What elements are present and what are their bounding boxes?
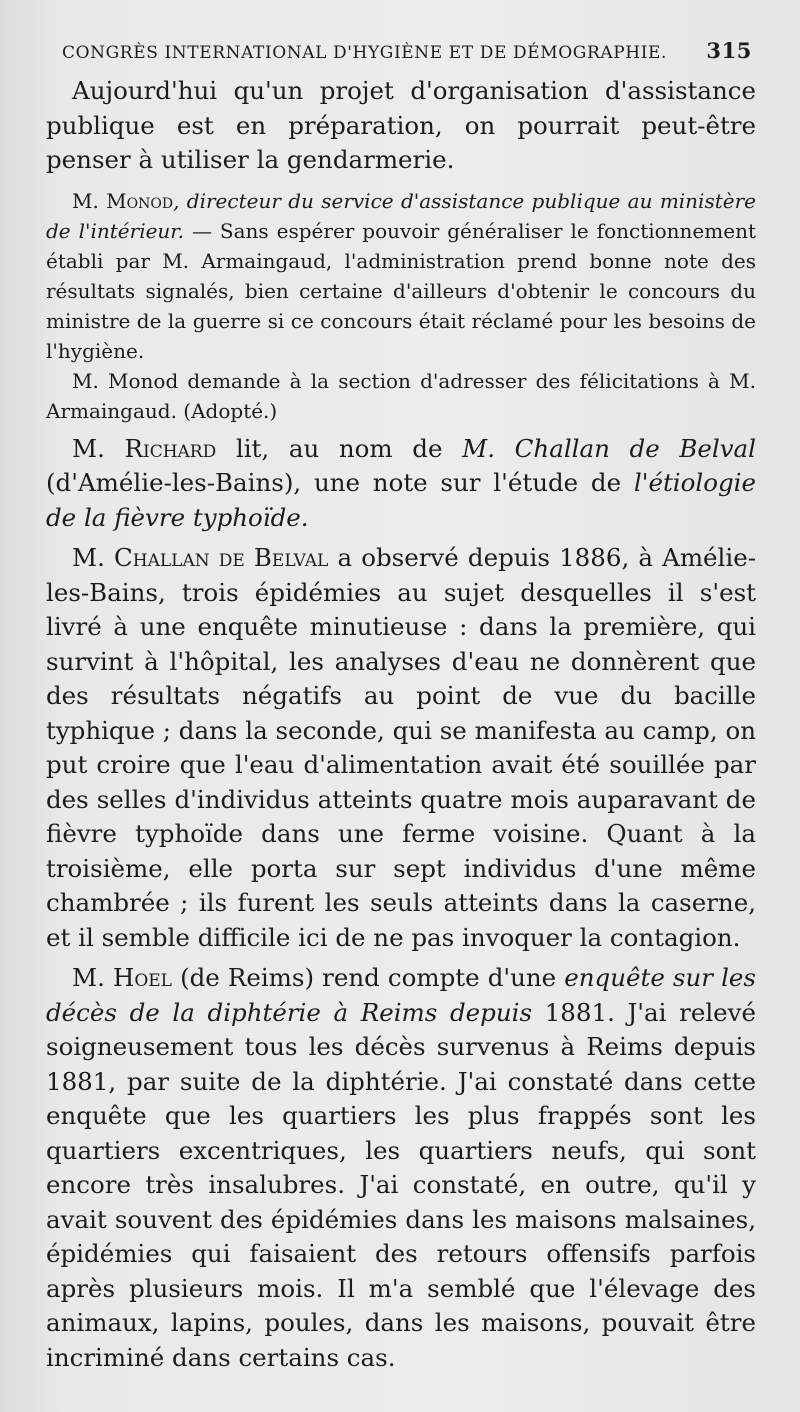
speaker-name: Hoel <box>112 963 172 992</box>
paragraph-hoel-diphtheria: M. Hoel (de Reims) rend compte d'une enquête sur les décès de la diphtérie à Reims depuis 1881. J'ai relevé soigneusement tous les décès survenus à Reims depuis 1881, par suite de la diphtérie. J'ai constaté dans cette enquête que les quartiers les plus frappés sont les quartiers excentriques, les quartiers neufs, qui sont encore très insalubres. J'ai constaté, en outre, qu'il y avait souvent des épidémies dans les maisons malsaines, épidémies qui faisaient des retours offensifs parfois après plusieurs mois. Il m'a semblé que l'élevage des animaux, lapins, poules, dans les maisons, pouvait être incriminé dans certains cas. <box>46 963 757 1372</box>
body-text <box>46 74 756 1375</box>
running-header <box>62 38 752 63</box>
paragraph-challan-epidemics: M. Challan de Belval a observé depuis 1886, à Amélie-les-Bains, trois épidémies au sujet desquelles il s'est livré à une enquête minutieuse : dans la première, qui survint à l'hôpital, les analyses d'eau ne donnèrent que des résultats négatifs au point de vue du bacille typhique ; dans la seconde, qui se manifesta au camp, on put croire que l'eau d'alimentation avait été souillée par des selles d'individus atteints quatre mois auparavant de fièvre typhoïde dans une ferme voisine. Quant à la troisième, elle porta sur sept individus d'une même chambrée ; ils furent les seuls atteints dans la caserne, et il semble difficile ici de ne pas invoquer la contagion. <box>46 543 757 952</box>
page-number: 315 <box>706 38 752 63</box>
paragraph-felicitations: M. Monod demande à la section d'adresser des félicitations à M. Armaingaud. (Adopté.) <box>46 368 756 423</box>
speaker-title: , directeur du service d'assistance publique au ministère de l'intérieur. <box>46 188 756 243</box>
inquiry-title: enquête sur les décès de la diphtérie à Reims depuis <box>46 963 756 1027</box>
running-title: CONGRÈS INTERNATIONAL D'HYGIÈNE ET DE DÉMOGRAPHIE. <box>62 43 668 63</box>
paragraph-gendarmerie: Aujourd'hui qu'un projet d'organisation d'assistance publique est en préparation, on pourrait peut-être penser à utiliser la gendarmerie. <box>46 76 756 174</box>
note-title: l'étiologie de la fièvre typhoïde. <box>46 468 756 532</box>
speaker-name: Monod <box>106 188 174 213</box>
speaker-name: Richard <box>124 433 217 463</box>
speaker-name: Challan de Belval <box>114 543 329 572</box>
paragraph-monod-intervention: M. Monod, directeur du service d'assistance publique au ministère de l'intérieur. — Sans espérer pouvoir généraliser le fonctionnement établi par M. Armaingaud, l'administration prend bonne note des résultats signalés, bien certaine d'ailleurs d'obtenir le concours du ministre de la guerre si ce concours était réclamé pour les besoins de l'hygiène. <box>46 188 756 363</box>
author-name: M. Challan de Belval <box>462 433 756 463</box>
speaker-prefix: M. <box>72 188 107 213</box>
paragraph-richard-note: M. Richard lit, au nom de M. Challan de Belval (d'Amélie-les-Bains), une note sur l'étude de l'étiologie de la fièvre typhoïde. <box>46 433 756 532</box>
